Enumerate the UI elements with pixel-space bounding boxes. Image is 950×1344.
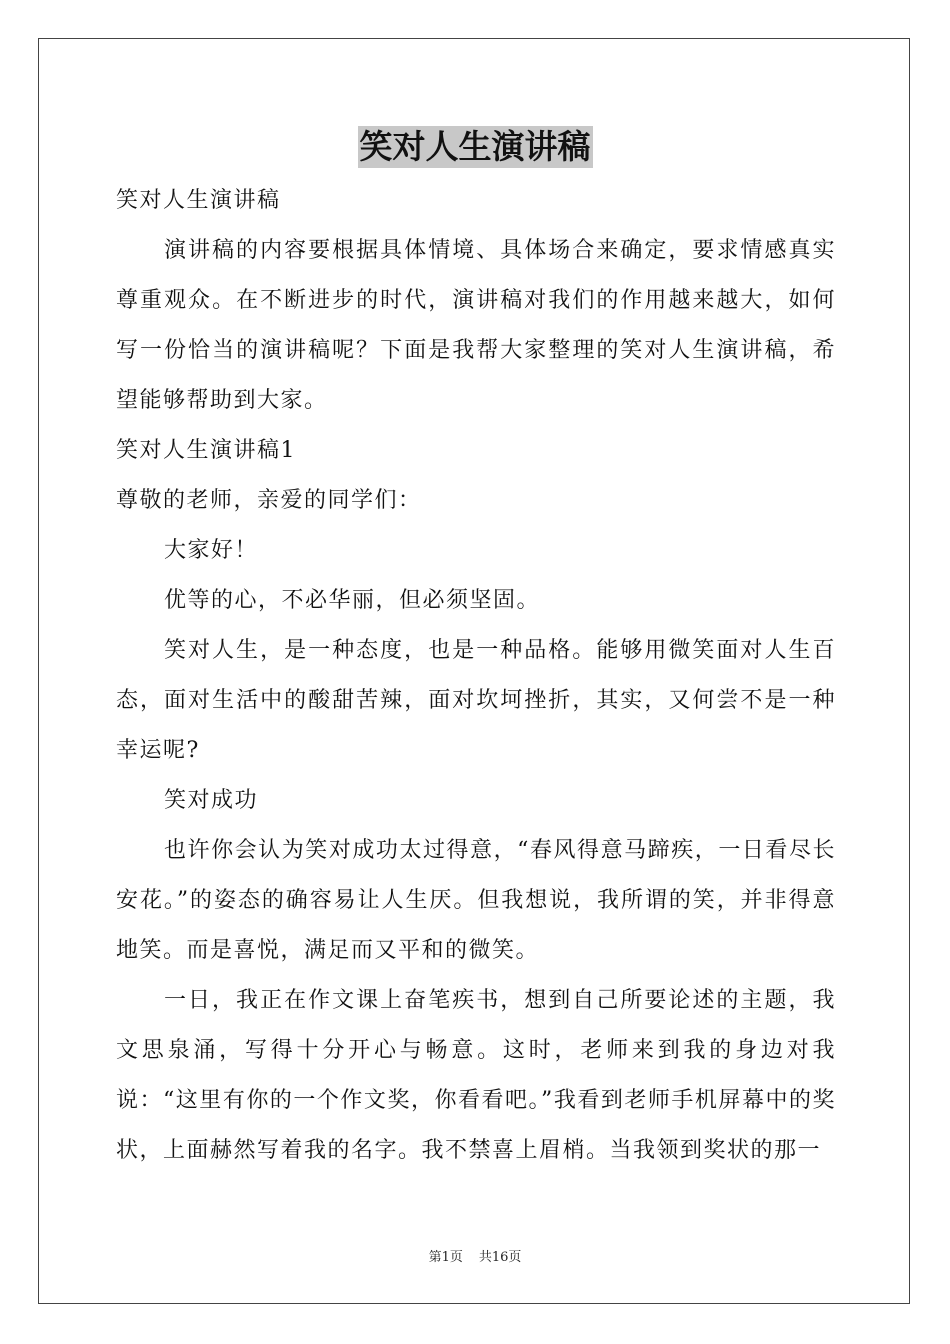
paragraph: 笑对人生，是一种态度，也是一种品格。能够用微笑面对人生百态，面对生活中的酸甜苦辣，面对坎坷挫折，其实，又何尝不是一种幸运呢? [116,638,836,763]
paragraph-greeting: 大家好！ [164,538,259,563]
page-number: 第1页 [428,1250,463,1265]
document-title: 笑对人生演讲稿 [359,127,591,166]
paragraph: 优等的心，不必华丽，但必须坚固。 [164,588,541,613]
page-total: 共16页 [478,1250,522,1265]
title-container [0,126,950,168]
paragraph-subheading: 笑对成功 [164,788,259,813]
document-body [116,176,836,1176]
paragraph-intro: 演讲稿的内容要根据具体情境、具体场合来确定，要求情感真实尊重观众。在不断进步的时代，演讲稿对我们的作用越来越大，如何写一份恰当的演讲稿呢？下面是我帮大家整理的笑对人生演讲稿，希望能够帮助到大家。 [116,238,836,413]
paragraph-salutation: 尊敬的老师，亲爱的同学们： [116,488,422,513]
paragraph-section-heading: 笑对人生演讲稿1 [116,438,296,463]
paragraph-subtitle: 笑对人生演讲稿 [116,188,281,213]
page-footer [0,1246,950,1265]
paragraph: 一日，我正在作文课上奋笔疾书，想到自己所要论述的主题，我文思泉涌，写得十分开心与畅意。这时，老师来到我的身边对我说：“这里有你的一个作文奖，你看看吧。”我看到老师手机屏幕中的奖状，上面赫然写着我的名字。我不禁喜上眉梢。当我领到奖状的那一 [116,988,836,1163]
paragraph: 也许你会认为笑对成功太过得意，“春风得意马蹄疾，一日看尽长安花。”的姿态的确容易让人生厌。但我想说，我所谓的笑，并非得意地笑。而是喜悦，满足而又平和的微笑。 [116,838,836,963]
